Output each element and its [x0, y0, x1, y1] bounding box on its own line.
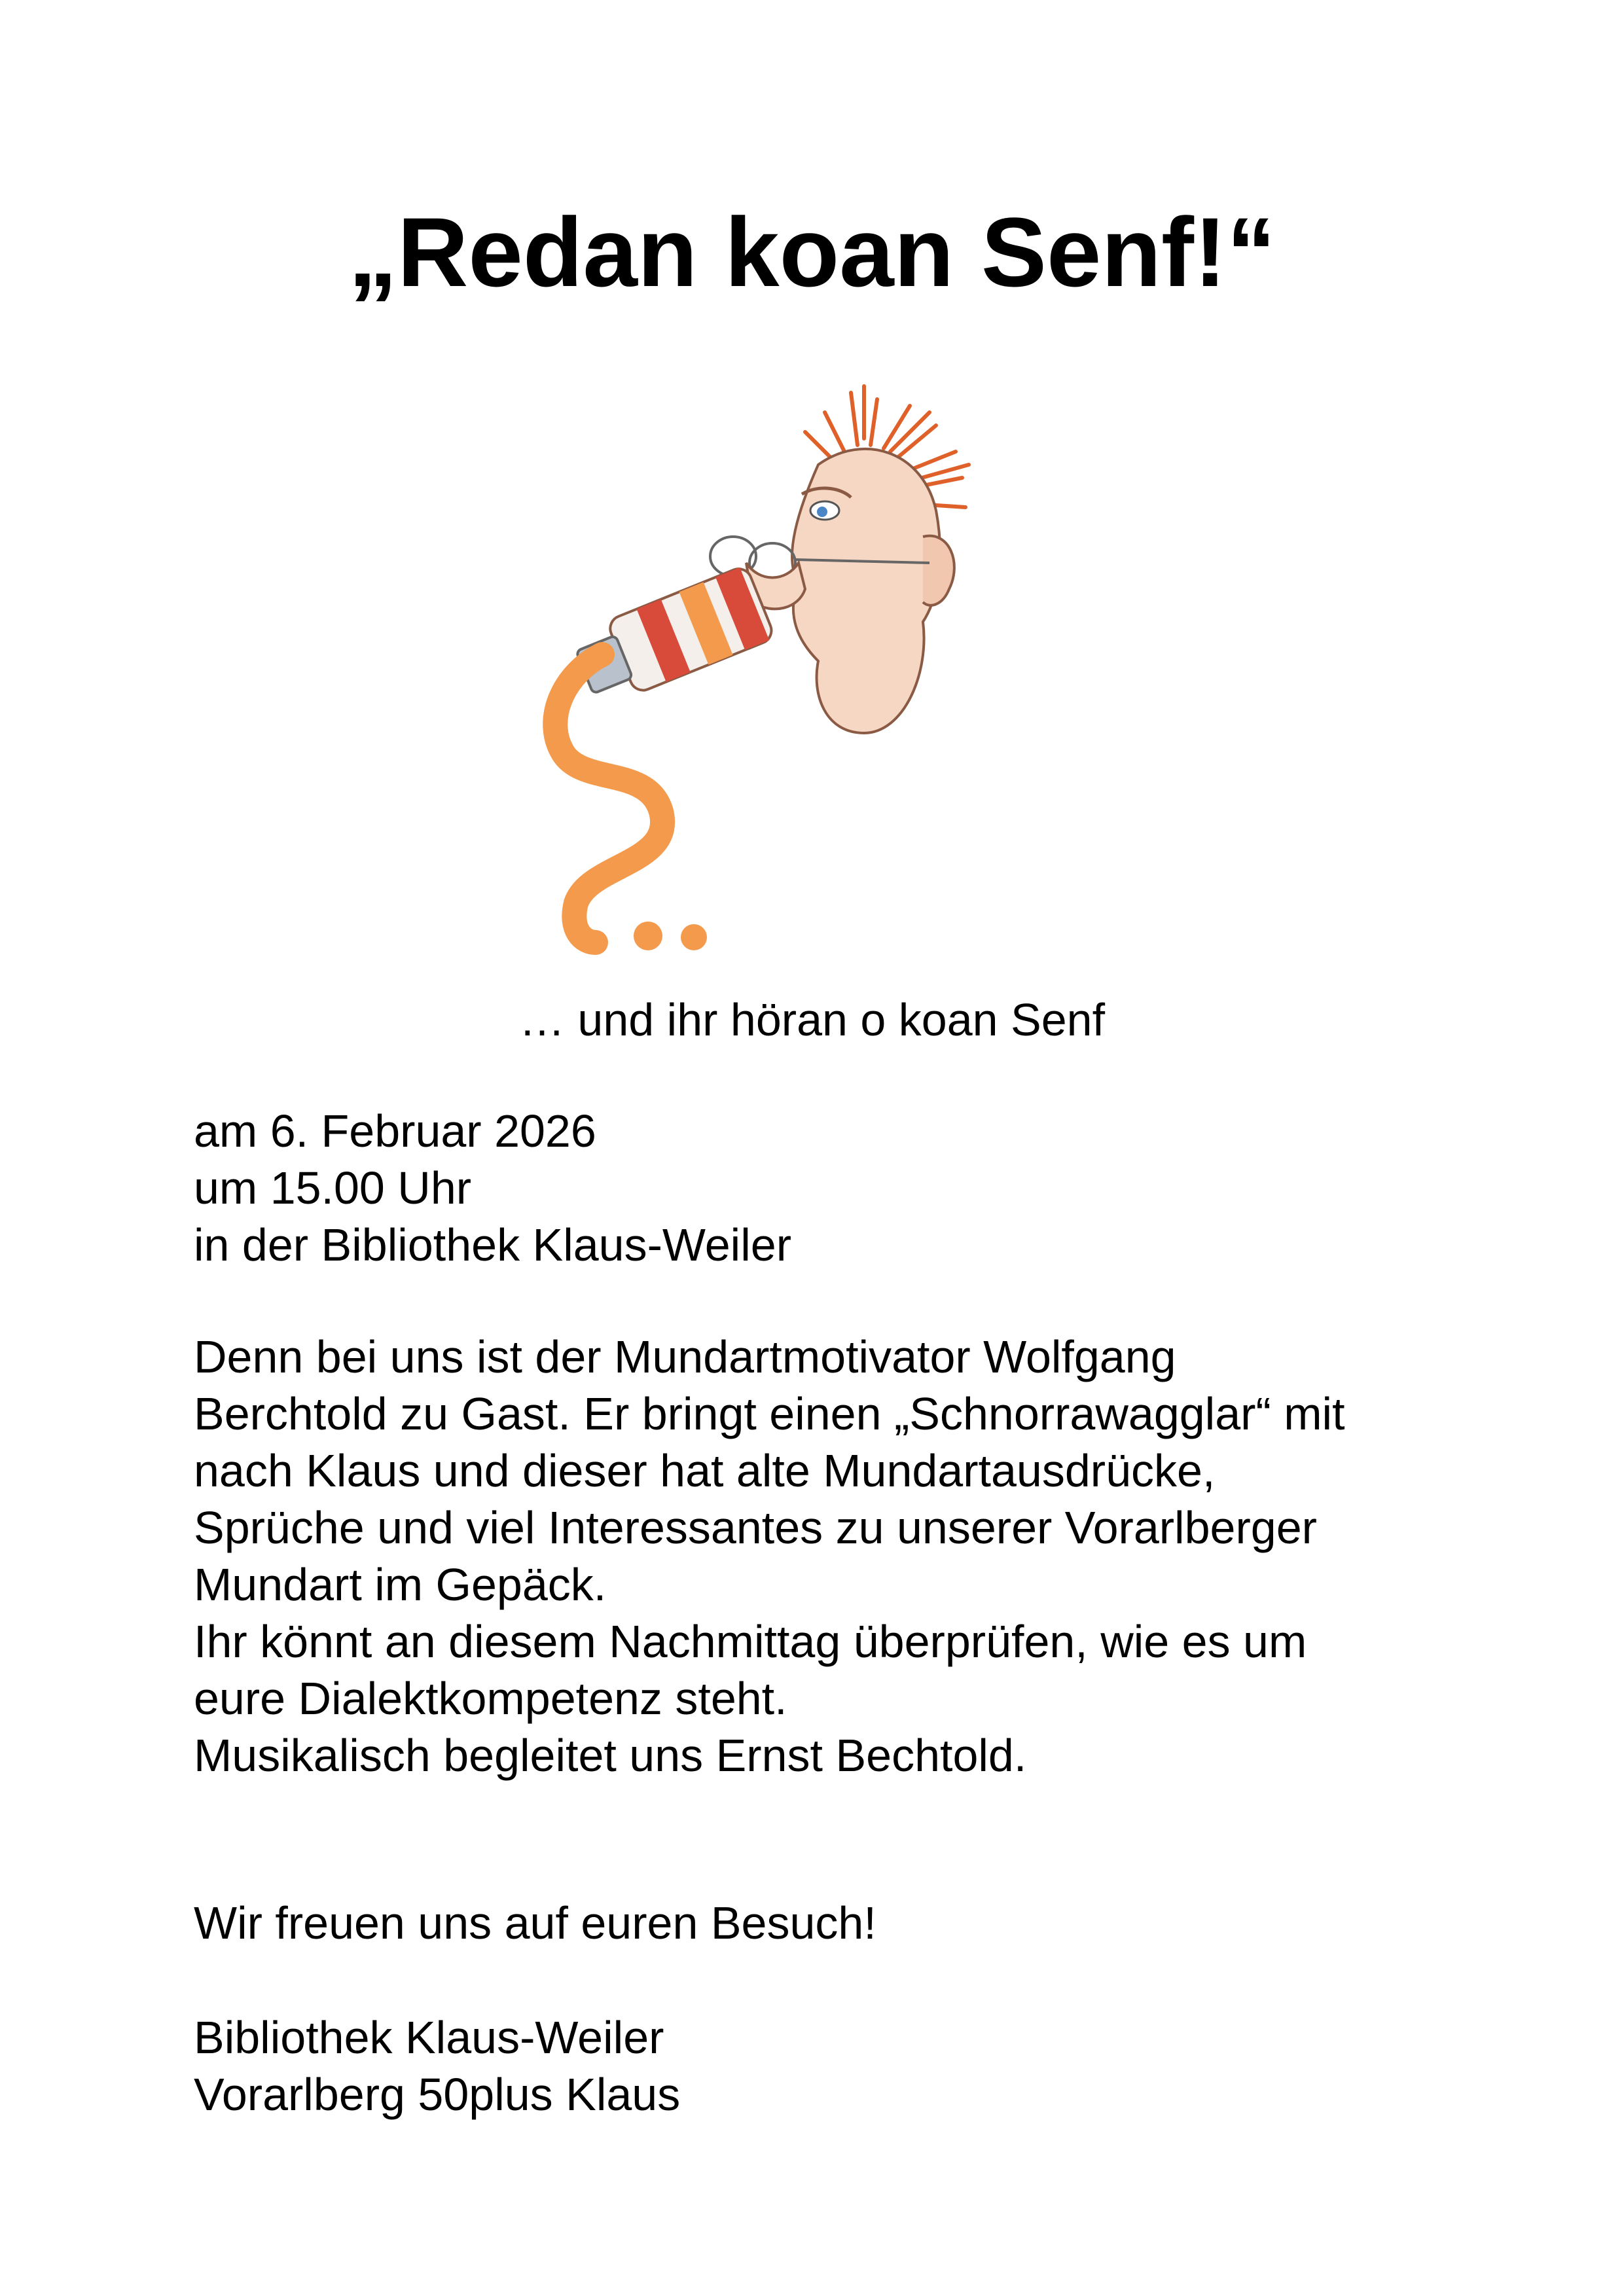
description-line: Berchtold zu Gast. Er bringt einen „Schnorrawagglar“ mit — [194, 1388, 1345, 1439]
mustard-dot — [634, 922, 662, 950]
signature — [194, 2009, 1503, 2123]
mustard-tube-nose-caricature-icon — [537, 367, 1080, 956]
description-line: Sprüche und viel Interessantes zu unserer Vorarlberger — [194, 1502, 1317, 1553]
description-line: nach Klaus und dieser hat alte Mundartausdrücke, — [194, 1445, 1216, 1496]
description-line: Ihr könnt an diesem Nachmittag überprüfen, wie es um — [194, 1616, 1307, 1667]
page-title: „Redan koan Senf!“ — [348, 197, 1276, 307]
mustard-tube-icon — [570, 565, 776, 709]
greeting: Wir freuen uns auf euren Besuch! — [194, 1897, 876, 1948]
mustard-strand — [555, 655, 662, 942]
head-shape — [792, 449, 940, 733]
ear-shape — [923, 536, 954, 605]
event-details — [194, 1103, 1503, 1274]
event-description — [194, 1329, 1503, 1784]
event-location: in der Bibliothek Klaus-Weiler — [194, 1219, 792, 1270]
description-line: Musikalisch begleitet uns Ernst Bechtold. — [194, 1730, 1027, 1781]
mustard-dot — [681, 924, 707, 950]
description-line: Mundart im Gepäck. — [194, 1559, 607, 1610]
description-line: Denn bei uns ist der Mundartmotivator Wolfgang — [194, 1331, 1176, 1382]
event-date: am 6. Februar 2026 — [194, 1105, 596, 1157]
signature-line: Bibliothek Klaus-Weiler — [194, 2012, 664, 2063]
subtitle: … und ihr höran o koan Senf — [518, 994, 1106, 1045]
signature-line: Vorarlberg 50plus Klaus — [194, 2069, 681, 2120]
description-line: eure Dialektkompetenz steht. — [194, 1673, 787, 1724]
event-time: um 15.00 Uhr — [194, 1162, 472, 1213]
